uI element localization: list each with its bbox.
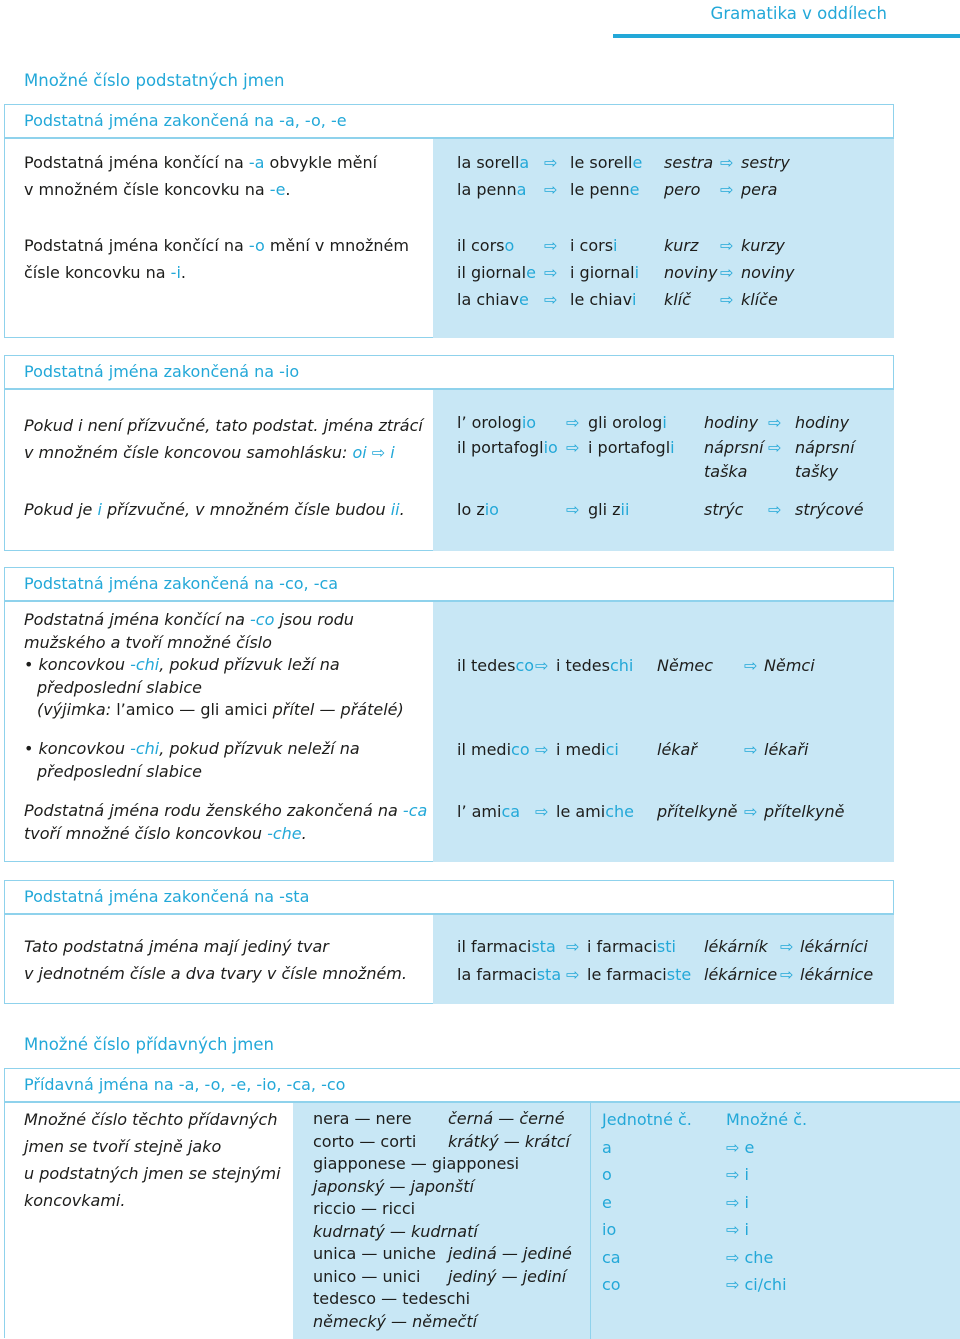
example-pl: le farmaciste xyxy=(587,965,692,984)
example-pl: gli orologi xyxy=(588,413,667,432)
translation-sg: přítelkyně xyxy=(657,802,738,821)
ending-plural: ⇨ i xyxy=(726,1193,749,1212)
ending-singular: co xyxy=(602,1275,621,1294)
arrow-icon: ⇨ xyxy=(535,740,549,759)
example-pl: i medici xyxy=(556,740,619,759)
arrow-icon: ⇨ xyxy=(371,443,386,462)
arrow-icon: ⇨ xyxy=(566,413,580,432)
arrow-icon: ⇨ xyxy=(566,500,580,519)
rule-a-to-e: Podstatná jména končící na -a obvykle mění v množném čísle koncovku na -e. xyxy=(24,153,378,199)
arrow-icon: ⇨ xyxy=(535,656,549,675)
arrow-icon: ⇨ xyxy=(768,413,782,432)
translation-pl: přítelkyně xyxy=(764,802,845,821)
arrow-icon: ⇨ xyxy=(720,263,734,282)
translation-pl: Němci xyxy=(764,656,815,675)
rule-sta: Tato podstatná jména mají jediný tvar v jednotném čísle a dva tvary v čísle množném. xyxy=(24,937,407,983)
arrow-icon: ⇨ xyxy=(720,153,734,172)
arrow-icon: ⇨ xyxy=(566,937,580,956)
page-header-title: Gramatika v oddílech xyxy=(710,4,887,23)
translation-sg: Němec xyxy=(657,656,714,675)
arrow-icon: ⇨ xyxy=(544,180,558,199)
arrow-icon: ⇨ xyxy=(768,500,782,519)
arrow-icon: ⇨ xyxy=(535,802,549,821)
translation-sg: klíč xyxy=(664,290,691,309)
example-sg: il giornale xyxy=(457,263,536,282)
header-rule xyxy=(613,34,960,38)
example-sg: il portafoglio xyxy=(457,438,558,457)
example-sg: la chiave xyxy=(457,290,529,309)
adjective-pairs-czech: černá — černé krátký — krátcí jediná — jediné jediný — jediní xyxy=(448,1109,572,1286)
translation-sg: náprsní xyxy=(704,438,764,457)
ending-singular: ca xyxy=(602,1248,621,1267)
example-sg: il farmacista xyxy=(457,937,556,956)
example-sg: la farmacista xyxy=(457,965,562,984)
translation-pl: lékaři xyxy=(764,740,809,759)
translation-pl: noviny xyxy=(741,263,795,282)
subheading-a-o-e: Podstatná jména zakončená na -a, -o, -e xyxy=(4,104,894,138)
arrow-icon: ⇨ xyxy=(544,236,558,255)
example-sg: l’ orologio xyxy=(457,413,537,432)
ending-plural: ⇨ i xyxy=(726,1165,749,1184)
column-header-singular: Jednotné č. xyxy=(602,1110,692,1129)
ending-plural: ⇨ e xyxy=(726,1138,755,1157)
rule-co-stressed: • koncovkou -chi, pokud přízvuk leží na předposlední slabice (výjimka: l’amico — gli amici přítel — přátelé) xyxy=(24,655,404,719)
translation-pl: kurzy xyxy=(741,236,785,255)
translation-sg: lékař xyxy=(657,740,697,759)
arrow-icon: ⇨ xyxy=(744,802,758,821)
example-pl: le chiavi xyxy=(570,290,637,309)
example-pl: le penne xyxy=(570,180,640,199)
example-sg: lo zio xyxy=(457,500,499,519)
example-sg: la sorella xyxy=(457,153,530,172)
example-sg: il corso xyxy=(457,236,515,255)
subheading-adjectives: Přídavná jména na -a, -o, -e, -io, -ca, -co xyxy=(4,1068,960,1102)
example-pl: i corsi xyxy=(570,236,618,255)
example-pl: i giornali xyxy=(570,263,640,282)
translation-sg: sestra xyxy=(664,153,714,172)
adjective-pairs-italian: nera — nere corto — corti giapponese — giapponesi japonský — japonští riccio — ricci kudrnatý — kudrnatí unica — uniche unico — unici tedesco — tedeschi německý — němečtí xyxy=(313,1109,520,1331)
translation-pl: lékárníci xyxy=(800,937,868,956)
example-sg: il tedesco xyxy=(457,656,535,675)
translation-pl: hodiny xyxy=(795,413,850,432)
arrow-icon: ⇨ xyxy=(768,438,782,457)
translation-pl: tašky xyxy=(795,462,839,481)
example-pl: le amiche xyxy=(556,802,634,821)
arrow-icon: ⇨ xyxy=(566,965,580,984)
arrow-icon: ⇨ xyxy=(720,180,734,199)
ending-singular: o xyxy=(602,1165,612,1184)
example-sg: il medico xyxy=(457,740,530,759)
arrow-icon: ⇨ xyxy=(566,438,580,457)
arrow-icon: ⇨ xyxy=(744,740,758,759)
translation-pl: náprsní xyxy=(795,438,855,457)
rule-io-stressed: Pokud je i přízvučné, v množném čísle budou ii. xyxy=(24,500,405,519)
rule-ca-feminine: Podstatná jména rodu ženského zakončená na -ca tvoří množné číslo koncovkou -che. xyxy=(24,801,428,843)
translation-pl: strýcové xyxy=(795,500,864,519)
example-pl: i farmacisti xyxy=(587,937,676,956)
subheading-co-ca: Podstatná jména zakončená na -co, -ca xyxy=(4,567,894,601)
translation-sg: taška xyxy=(704,462,748,481)
translation-pl: sestry xyxy=(741,153,790,172)
rule-io-unstressed: Pokud i není přízvučné, tato podstat. jména ztrácí v množném čísle koncovou samohlásku: oi ⇨ i xyxy=(24,416,423,462)
translation-sg: kurz xyxy=(664,236,699,255)
translation-pl: pera xyxy=(741,180,778,199)
ending-singular: io xyxy=(602,1220,617,1239)
translation-pl: klíče xyxy=(741,290,778,309)
translation-sg: lékárnice xyxy=(704,965,778,984)
arrow-icon: ⇨ xyxy=(720,290,734,309)
arrow-icon: ⇨ xyxy=(544,263,558,282)
section-title-adjectives: Množné číslo přídavných jmen xyxy=(24,1035,274,1054)
translation-pl: lékárnice xyxy=(800,965,874,984)
ending-plural: ⇨ che xyxy=(726,1248,774,1267)
translation-sg: strýc xyxy=(704,500,744,519)
rule-co-unstressed: • koncovkou -chi, pokud přízvuk neleží na předposlední slabice xyxy=(24,739,360,781)
ending-singular: a xyxy=(602,1138,612,1157)
subheading-io: Podstatná jména zakončená na -io xyxy=(4,355,894,389)
ending-singular: e xyxy=(602,1193,612,1212)
translation-sg: noviny xyxy=(664,263,718,282)
arrow-icon: ⇨ xyxy=(544,290,558,309)
example-pl: i portafogli xyxy=(588,438,675,457)
rule-o-to-i: Podstatná jména končící na -o mění v množném čísle koncovku na -i. xyxy=(24,236,409,282)
rule-adjectives: Množné číslo těchto přídavných jmen se tvoří stejně jako u podstatných jmen se stejnými koncovkami. xyxy=(24,1110,281,1210)
example-sg: la penna xyxy=(457,180,527,199)
translation-sg: lékárník xyxy=(704,937,768,956)
arrow-icon: ⇨ xyxy=(544,153,558,172)
column-header-plural: Množné č. xyxy=(726,1110,808,1129)
translation-sg: hodiny xyxy=(704,413,759,432)
subheading-sta: Podstatná jména zakončená na -sta xyxy=(4,880,894,914)
rule-co-masculine: Podstatná jména končící na -co jsou rodu mužského a tvoří množné číslo xyxy=(24,610,354,652)
ending-plural: ⇨ ci/chi xyxy=(726,1275,787,1294)
example-pl: le sorelle xyxy=(570,153,643,172)
section-title-nouns: Množné číslo podstatných jmen xyxy=(24,71,285,90)
example-pl: gli zii xyxy=(588,500,630,519)
translation-sg: pero xyxy=(664,180,701,199)
example-sg: l’ amica xyxy=(457,802,521,821)
arrow-icon: ⇨ xyxy=(780,965,794,984)
arrow-icon: ⇨ xyxy=(720,236,734,255)
arrow-icon: ⇨ xyxy=(780,937,794,956)
arrow-icon: ⇨ xyxy=(744,656,758,675)
ending-plural: ⇨ i xyxy=(726,1220,749,1239)
example-pl: i tedeschi xyxy=(556,656,634,675)
